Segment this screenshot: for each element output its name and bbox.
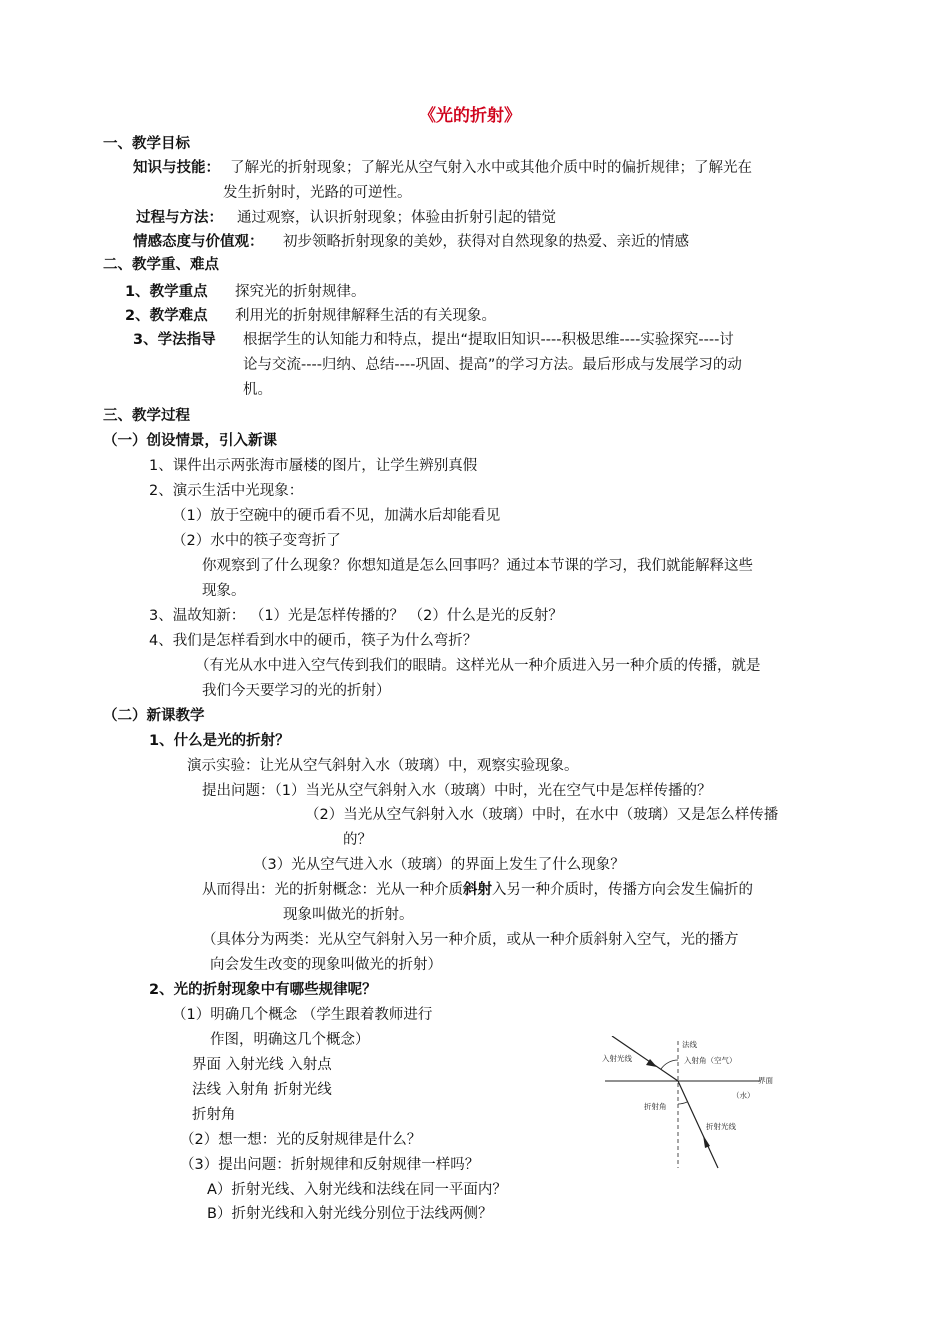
interface-label: 界面 (758, 1076, 773, 1085)
method-text-1: 根据学生的认知能力和特点，提出“提取旧知识----积极思维----实验探究----讨 (243, 332, 734, 348)
detail-line-1: （具体分为两类：光从空气斜射入另一种介质，或从一种介质斜射入空气，光的播方 (202, 932, 739, 948)
process-label: 过程与方法： (136, 210, 223, 226)
incident-ray-label: 入射光线 (602, 1054, 632, 1063)
concept-line-5: 折射角 (192, 1107, 236, 1123)
part-1-line-8: 4、我们是怎样看到水中的硬币，筷子为什么弯折？ (149, 633, 478, 649)
page-title: 《光的折射》 (419, 106, 521, 126)
part-1-line-7: 3、温故知新： （1）光是怎样传播的？ （2）什么是光的反射？ (149, 608, 563, 624)
question-b: B）折射光线和入射光线分别位于法线两侧？ (207, 1206, 493, 1222)
normal-label: 法线 (682, 1040, 697, 1049)
detail-line-2: 向会发生改变的现象叫做光的折射） (210, 957, 442, 973)
ask-2a: （2）当光从空气斜射入水（玻璃）中时，在水中（玻璃）又是怎么样传播 (305, 807, 779, 823)
knowledge-label: 知识与技能： (133, 160, 220, 176)
concept-line-2: 作图，明确这几个概念） (210, 1032, 370, 1048)
concept-line-4: 法线 入射角 折射光线 (192, 1082, 332, 1098)
refracted-ray-label: 折射光线 (706, 1122, 736, 1131)
section-3-heading: 三、教学过程 (103, 408, 190, 424)
part-1-line-3: （1）放于空碗中的硬币看不见，加满水后却能看见 (172, 508, 501, 524)
part-1-heading: （一）创设情景，引入新课 (103, 433, 277, 449)
part-1-line-1: 1、课件出示两张海市蜃楼的图片，让学生辨别真假 (149, 458, 478, 474)
incident-angle-arc (661, 1060, 678, 1069)
part-1-line-5: 你观察到了什么现象？你想知道是怎么回事吗？通过本节课的学习，我们就能解释这些 (202, 558, 753, 574)
knowledge-text-2: 发生折射时，光路的可逆性。 (223, 185, 412, 201)
water-label: （水） (732, 1091, 755, 1100)
method-text-3: 机。 (243, 382, 272, 398)
emotion-label: 情感态度与价值观： (133, 234, 264, 250)
difficulty-label: 2、教学难点 (125, 308, 208, 324)
refraction-angle-label: 折射角 (644, 1102, 667, 1111)
conclusion-line-1 (202, 880, 753, 900)
conclusion-line-2: 现象叫做光的折射。 (283, 907, 414, 923)
think-line: （2）想一想：光的反射规律是什么？ (180, 1132, 422, 1148)
question-1: 1、什么是光的折射？ (149, 733, 290, 749)
refraction-diagram (600, 1036, 780, 1174)
emotion-text: 初步领略折射现象的美妙，获得对自然现象的热爱、亲近的情感 (283, 234, 689, 250)
part-1-line-10: 我们今天要学习的光的折射） (202, 683, 391, 699)
demo-text: 演示实验：让光从空气斜射入水（玻璃）中，观察实验现象。 (187, 758, 579, 774)
process-text: 通过观察，认识折射现象；体验由折射引起的错觉 (237, 210, 556, 226)
refraction-angle-arc (678, 1102, 687, 1104)
question-a: A）折射光线、入射光线和法线在同一平面内？ (207, 1182, 507, 1198)
conclusion-part-1: 从而得出：光的折射概念：光从一种介质 (202, 882, 463, 898)
part-1-line-2: 2、演示生活中光现象： (149, 483, 304, 499)
ask-1: 提出问题：（1）当光从空气斜射入水（玻璃）中时，光在空气中是怎样传播的？ (202, 783, 712, 799)
question-2: 2、光的折射现象中有哪些规律呢？ (149, 982, 377, 998)
method-text-2: 论与交流----归纳、总结----巩固、提高”的学习方法。最后形成与发展学习的动 (243, 357, 742, 373)
conclusion-bold: 斜射 (463, 882, 492, 898)
difficulty-text: 利用光的折射规律解释生活的有关现象。 (235, 308, 496, 324)
part-1-line-4: （2）水中的筷子变弯折了 (172, 533, 341, 549)
ask-3: （3）光从空气进入水（玻璃）的界面上发生了什么现象？ (253, 857, 625, 873)
part-1-line-6: 现象。 (202, 583, 246, 599)
focus-text: 探究光的折射规律。 (235, 284, 366, 300)
focus-label: 1、教学重点 (125, 284, 208, 300)
concept-line-1: （1）明确几个概念 （学生跟着教师进行 (172, 1007, 433, 1023)
section-1-heading: 一、教学目标 (103, 136, 190, 152)
method-label: 3、学法指导 (133, 332, 216, 348)
part-2-heading: （二）新课教学 (103, 708, 205, 724)
section-2-heading: 二、教学重、难点 (103, 257, 219, 273)
concept-line-3: 界面 入射光线 入射点 (192, 1057, 332, 1073)
conclusion-part-2: 入另一种介质时，传播方向会发生偏折的 (492, 882, 753, 898)
incident-angle-label: 入射角（空气） (684, 1056, 737, 1065)
ask-2b: 的？ (343, 832, 372, 848)
part-1-line-9: （有光从水中进入空气传到我们的眼睛。这样光从一种介质进入另一种介质的传播，就是 (195, 658, 761, 674)
knowledge-text-1: 了解光的折射现象；了解光从空气射入水中或其他介质中时的偏折规律；了解光在 (230, 160, 752, 176)
refracted-arrow (703, 1135, 710, 1148)
question-line: （3）提出问题：折射规律和反射规律一样吗？ (180, 1157, 480, 1173)
